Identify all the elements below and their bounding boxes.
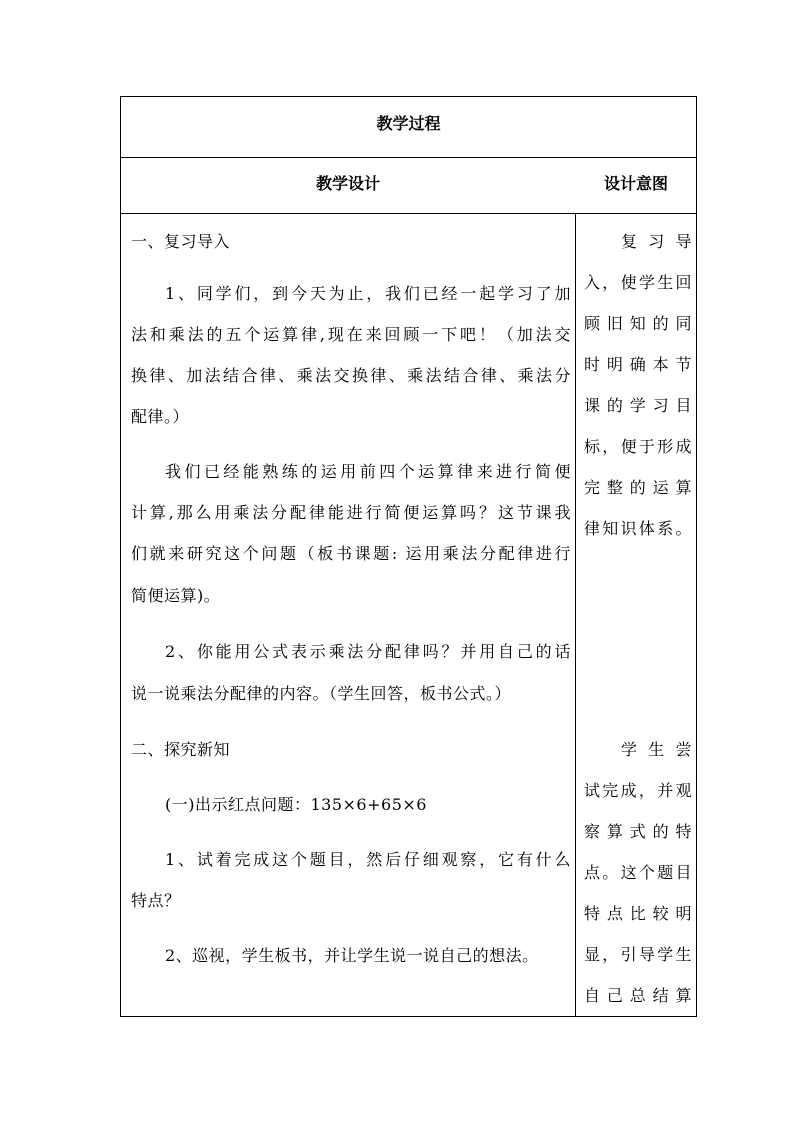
- intent-line: 入，使学生回: [584, 273, 692, 292]
- paragraph-line: 法和乘法的五个运算律,现在来回顾一下吧！（加法交: [131, 325, 571, 344]
- paragraph-line: 1、同学们，到今天为止，我们已经一起学习了加: [165, 284, 571, 303]
- intent-line: 完整的运算: [584, 478, 692, 497]
- paragraph-line: 我们已经能熟练的运用前四个运算律来进行简便: [165, 462, 571, 481]
- divider: [121, 157, 696, 158]
- intent-line: 标，便于形成: [584, 437, 692, 456]
- intent-line: 察算式的特: [584, 822, 692, 841]
- subsection-heading: (一)出示红点问题：135×6+65×6: [165, 795, 427, 814]
- intent-line: 点。这个题目: [584, 863, 692, 882]
- paragraph-line: 配律。）: [131, 407, 190, 426]
- column-header-intent: 设计意图: [603, 174, 668, 193]
- intent-line: 顾旧知的同: [584, 314, 692, 333]
- lesson-table: [120, 96, 697, 1017]
- paragraph-line: 2、巡视，学生板书，并让学生说一说自己的想法。: [165, 946, 539, 965]
- paragraph-line: 们就来研究这个问题（板书课题: 运用乘法分配律进行: [131, 544, 571, 563]
- paragraph-line: 简便运算)。: [131, 586, 221, 605]
- intent-line: 复 习 导: [621, 232, 692, 251]
- table-title: 教学过程: [376, 114, 441, 133]
- intent-line: 课的学习目: [584, 396, 692, 415]
- paragraph-line: 1、试着完成这个题目，然后仔细观察，它有什么: [165, 850, 571, 869]
- intent-line: 律知识体系。: [584, 519, 692, 538]
- intent-line: 特点比较明: [584, 904, 692, 923]
- section-heading: 一、复习导入: [131, 232, 231, 251]
- paragraph-line: 说一说乘法分配律的内容。（学生回答，板书公式。）: [131, 684, 512, 703]
- column-divider: [575, 214, 576, 1016]
- paragraph-line: 特点？: [131, 891, 181, 910]
- column-header-design: 教学设计: [315, 174, 380, 193]
- divider: [121, 213, 696, 214]
- paragraph-line: 2、你能用公式表示乘法分配律吗？并用自己的话: [165, 642, 571, 661]
- intent-line: 学 生 尝: [621, 740, 692, 759]
- intent-line: 试完成，并观: [584, 781, 692, 800]
- paragraph-line: 计算,那么用乘法分配律能进行简便运算吗？这节课我: [131, 503, 571, 522]
- section-heading: 二、探究新知: [131, 740, 231, 759]
- intent-line: 自己总结算: [584, 986, 692, 1005]
- intent-line: 显，引导学生: [584, 945, 692, 964]
- intent-line: 时明确本节: [584, 355, 692, 374]
- paragraph-line: 换律、加法结合律、乘法交换律、乘法结合律、乘法分: [131, 366, 571, 385]
